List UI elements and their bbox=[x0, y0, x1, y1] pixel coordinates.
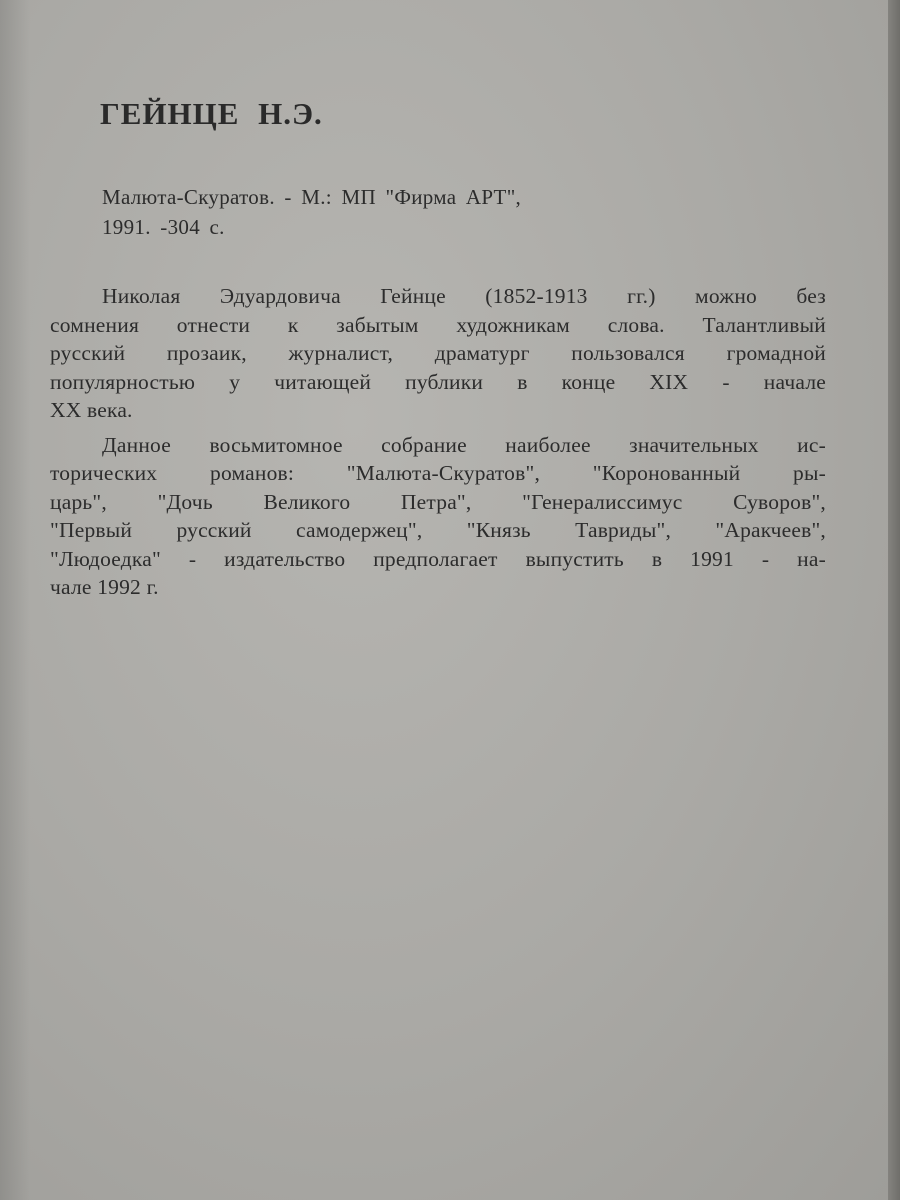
text-line: торических романов: "Малюта-Скуратов", "Коронованный ры- bbox=[50, 461, 826, 485]
bibliographic-citation bbox=[102, 182, 702, 242]
paragraph-1 bbox=[50, 282, 826, 425]
author-heading: ГЕЙНЦЕ Н.Э. bbox=[100, 96, 323, 131]
text-line: русский прозаик, журналист, драматург пользовался громадной bbox=[50, 341, 826, 365]
citation-line: Малюта-Скуратов. - М.: МП "Фирма АРТ", bbox=[102, 185, 522, 209]
text-line: Данное восьмитомное собрание наиболее значительных ис- bbox=[102, 432, 826, 457]
text-line: Николая Эдуардовича Гейнце (1852-1913 гг.) можно без bbox=[102, 284, 826, 308]
text-line: чале 1992 г. bbox=[50, 575, 159, 599]
text-line: "Первый русский самодержец", "Князь Тавриды", "Аракчеев", bbox=[50, 518, 826, 542]
text-line: XX века. bbox=[50, 398, 133, 422]
annotation-text bbox=[50, 282, 826, 608]
citation-line: 1991. -304 с. bbox=[102, 215, 225, 239]
paragraph-2 bbox=[50, 431, 826, 602]
text-line: сомнения отнести к забытым художникам слова. Талантливый bbox=[50, 312, 826, 337]
text-line: популярностью у читающей публики в конце XIX - начале bbox=[50, 369, 826, 394]
text-line: "Людоедка" - издательство предполагает выпустить в 1991 - на- bbox=[50, 546, 826, 571]
spine-shadow bbox=[0, 0, 30, 1200]
text-line: царь", "Дочь Великого Петра", "Генералиссимус Суворов", bbox=[50, 489, 826, 514]
page-edge bbox=[888, 0, 900, 1200]
